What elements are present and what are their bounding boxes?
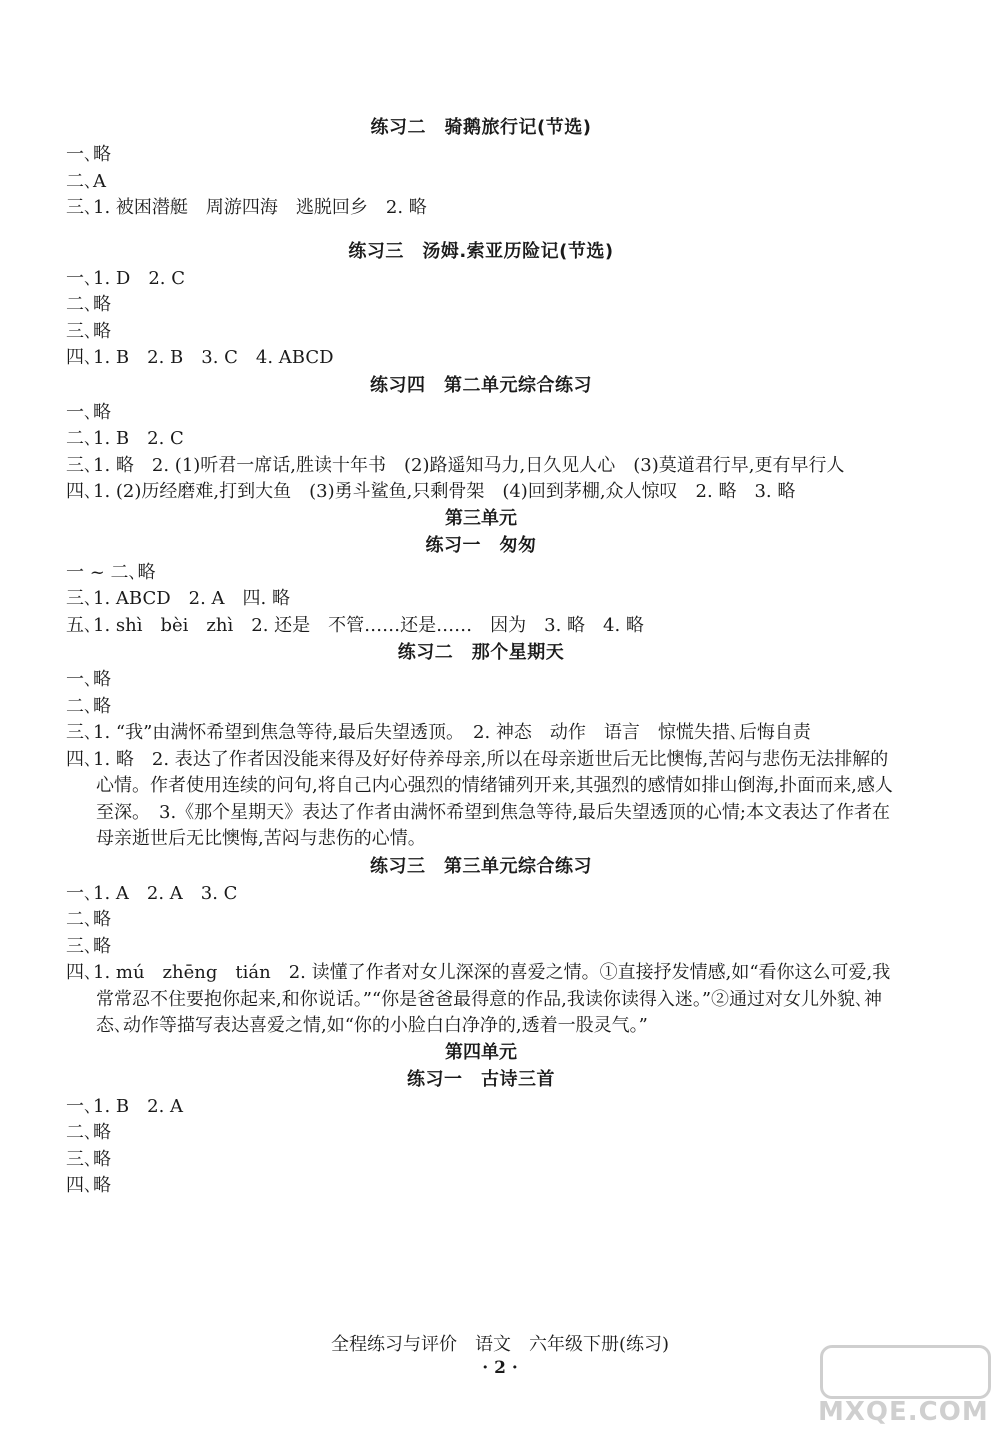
section-title: 练习一 古诗三首 [407, 1068, 555, 1090]
answer-content [66, 114, 896, 1200]
answer-line: 二､略 [66, 909, 111, 930]
answer-line: 三､1. 被困潜艇 周游四海 逃脱回乡 2. 略 [66, 197, 427, 218]
section-title: 练习二 那个星期天 [397, 642, 565, 663]
section-title: 练习二 骑鹅旅行记(节选) [370, 117, 592, 138]
answer-line: 三､略 [66, 1148, 111, 1170]
answer-line: 一､1. A 2. A 3. C [66, 882, 238, 904]
watermark-logo [810, 1345, 990, 1430]
answer-line: 二､1. B 2. C [66, 428, 184, 449]
answer-line: 一､1. B 2. A [66, 1095, 184, 1117]
answer-line: 三､略 [66, 935, 111, 957]
answer-line: 三､1. ABCD 2. A 四. 略 [66, 588, 290, 609]
answer-line: 四､1. 略 2. 表达了作者因没能来得及好好侍养母亲,所以在母亲逝世后无比懊悔,苦闷与悲伤无法排解的心情。作者使用连续的问句,将自己内心强烈的情绪铺列开来,其强烈的感情如排山倒海,扑面而来,感人至深。 3.《那个星期天》表达了作者由满怀希望到焦急等待,最后失望透顶的心情;本文表达了作者在母亲逝世后无比懊悔,苦闷与悲伤的心情。 [66, 748, 893, 849]
section-title: 练习四 第二单元综合练习 [370, 374, 592, 396]
section-title: 练习三 第三单元综合练习 [370, 855, 592, 877]
answer-line: 四､1. B 2. B 3. C 4. ABCD [66, 347, 334, 368]
answer-line: 五､1. shì bèi zhì 2. 还是 不管……还是…… 因为 3. 略 4. 略 [66, 614, 644, 636]
section-title: 练习三 汤姆.索亚历险记(节选) [348, 240, 614, 262]
answer-line: 四､1. mú zhēng tián 2. 读懂了作者对女儿深深的喜爱之情。①直接抒发情感,如“看你这么可爱,我常常忍不住要抱你起来,和你说话。”“你是爸爸最得意的作品,我读你读得入迷。”②通过对女儿外貌､神态､动作等描写表达喜爱之情,如“你的小脸白白净净的,透着一股灵气。” [66, 962, 891, 1036]
answer-line: 二､略 [66, 695, 111, 717]
footer-book-title: 全程练习与评价 语文 六年级下册(练习) [330, 1334, 670, 1355]
page-number: · 2 · [482, 1358, 518, 1378]
watermark-url: MXQE.COM [818, 1397, 989, 1427]
unit-title: 第三单元 [445, 507, 517, 529]
answer-line: 四､1. (2)历经磨难,打到大鱼 (3)勇斗鲨鱼,只剩骨架 (4)回到茅棚,众人惊叹 2. 略 3. 略 [66, 481, 796, 502]
answer-line: 一､略 [66, 401, 111, 423]
answer-line: 三､略 [66, 320, 111, 342]
answer-line: 一､1. D 2. C [66, 267, 185, 289]
answer-line: 四､略 [66, 1175, 111, 1196]
watermark-badge-icon [820, 1345, 991, 1399]
section-title: 练习一 匆匆 [425, 534, 537, 556]
answer-line: 三､1. 略 2. (1)听君一席话,胜读十年书 (2)路遥知马力,日久见人心 (3)莫道君行早,更有早行人 [66, 454, 845, 476]
answer-line: 一､略 [66, 669, 111, 690]
answer-line: 三､1. “我”由满怀希望到焦急等待,最后失望透顶。 2. 神态 动作 语言 惊慌失措､后悔自责 [66, 722, 811, 743]
unit-title: 第四单元 [445, 1041, 517, 1063]
answer-line: 一 ~ 二､略 [66, 561, 156, 583]
answer-line: 一､略 [66, 144, 111, 165]
answer-line: 二､略 [66, 1122, 111, 1143]
answer-line: 二､略 [66, 294, 111, 315]
answer-line: 二､A [66, 170, 106, 192]
